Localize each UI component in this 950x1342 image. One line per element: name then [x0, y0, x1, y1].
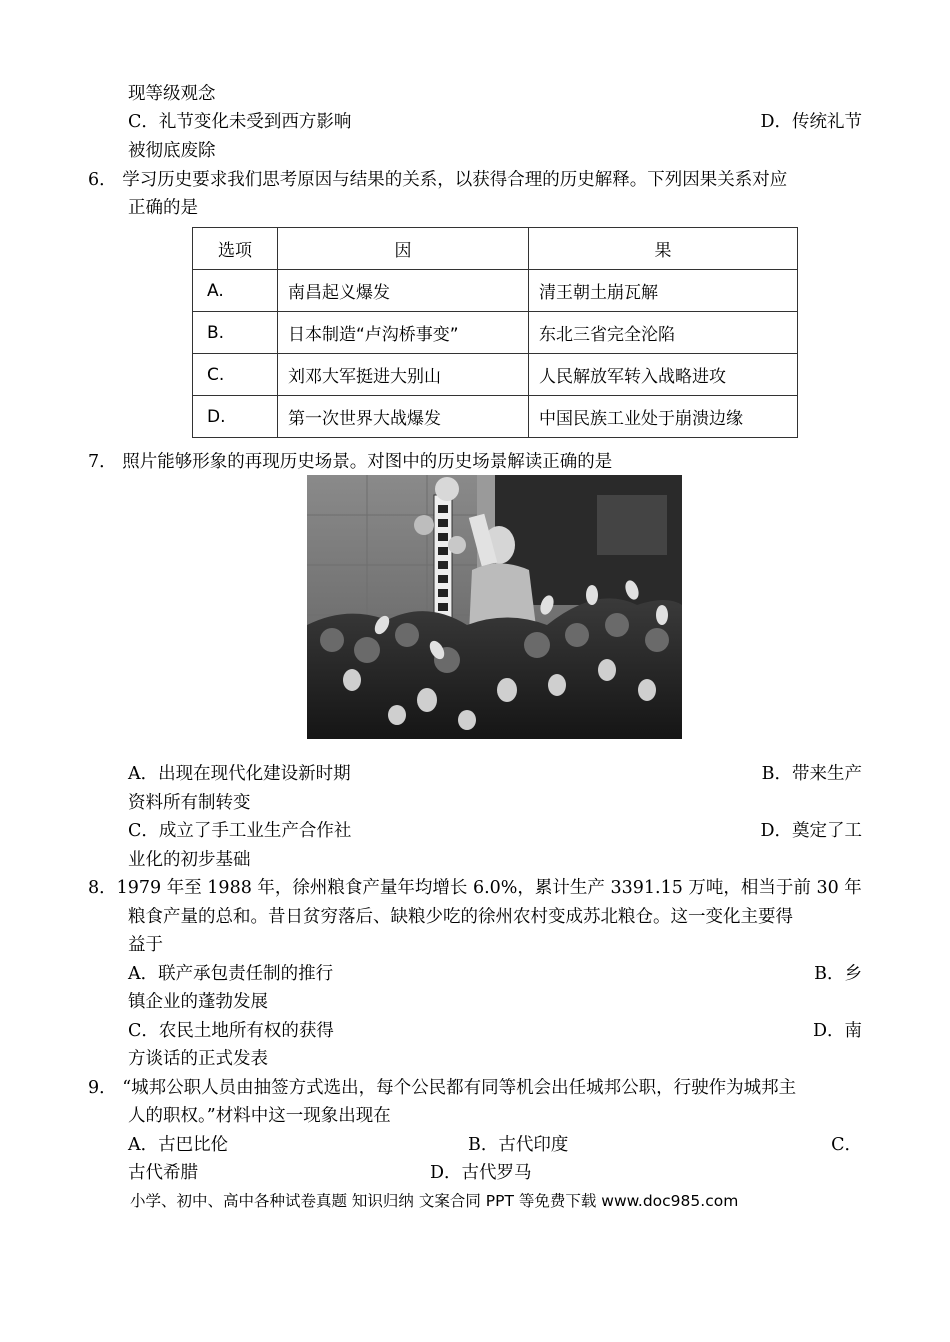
table-cell: 日本制造“卢沟桥事变” — [278, 312, 529, 354]
q8-option-b: B．乡 — [814, 964, 862, 984]
table-cell: A. — [193, 270, 278, 312]
q5-option-c: C．礼节变化未受到西方影响 — [128, 112, 352, 132]
q9-option-d: D．古代罗马 — [430, 1163, 532, 1183]
q5-line: 现等级观念 — [128, 84, 216, 104]
table-cell: 东北三省完全沦陷 — [529, 312, 798, 354]
table-cell: 人民解放军转入战略进攻 — [529, 354, 798, 396]
table-cell: D. — [193, 396, 278, 438]
table-header: 因 — [278, 228, 529, 270]
q6-stem-cont: 正确的是 — [128, 198, 198, 218]
q8-stem: 8．1979 年至 1988 年，徐州粮食产量年均增长 6.0%，累计生产 3391.15 万吨，相当于前 30 年 — [88, 878, 862, 898]
table-row — [193, 354, 798, 396]
q7-option-a: A．出现在现代化建设新时期 — [128, 764, 351, 784]
table-row — [193, 270, 798, 312]
q7-option-d-cont: 业化的初步基础 — [128, 850, 251, 870]
q9-stem: 9． “城邦公职人员由抽签方式选出，每个公民都有同等机会出任城邦公职，行驶作为城邦主 — [88, 1078, 797, 1098]
table-row — [193, 396, 798, 438]
table-header: 果 — [529, 228, 798, 270]
historical-photo — [307, 475, 682, 739]
table-cell: 第一次世界大战爆发 — [278, 396, 529, 438]
q9-option-b: B．古代印度 — [468, 1135, 569, 1155]
table-header-row — [193, 228, 798, 270]
q8-option-c: C．农民土地所有权的获得 — [128, 1021, 334, 1041]
table-header: 选项 — [193, 228, 278, 270]
q7-option-b-cont: 资料所有制转变 — [128, 793, 251, 813]
q8-option-b-cont: 镇企业的蓬勃发展 — [128, 992, 268, 1012]
table-cell: 清王朝土崩瓦解 — [529, 270, 798, 312]
table-cell: B. — [193, 312, 278, 354]
q9-option-a: A．古巴比伦 — [128, 1135, 229, 1155]
q8-option-d-cont: 方谈话的正式发表 — [128, 1049, 268, 1069]
footer-watermark: 小学、初中、高中各种试卷真题 知识归纳 文案合同 PPT 等免费下载 www.doc985.com — [130, 1192, 739, 1210]
q7-stem: 7． 照片能够形象的再现历史场景。对图中的历史场景解读正确的是 — [88, 452, 613, 472]
table-cell: 南昌起义爆发 — [278, 270, 529, 312]
q8-stem-cont: 粮食产量的总和。昔日贫穷落后、缺粮少吃的徐州农村变成苏北粮仓。这一变化主要得 — [128, 907, 793, 927]
table-row — [193, 312, 798, 354]
q7-option-d: D．奠定了工 — [760, 821, 862, 841]
table-cell: 中国民族工业处于崩溃边缘 — [529, 396, 798, 438]
q6-table — [192, 227, 798, 438]
q8-stem-cont: 益于 — [128, 935, 163, 955]
flower-icon — [435, 477, 459, 501]
q6-stem: 6． 学习历史要求我们思考原因与结果的关系，以获得合理的历史解释。下列因果关系对应 — [88, 170, 788, 190]
q9-stem-cont: 人的职权。”材料中这一现象出现在 — [128, 1106, 391, 1126]
q8-option-a: A．联产承包责任制的推行 — [128, 964, 334, 984]
q7-option-b: B．带来生产 — [761, 764, 862, 784]
q5-option-d-cont: 被彻底废除 — [128, 141, 216, 161]
q8-option-d: D．南 — [812, 1021, 862, 1041]
table-cell: 刘邓大军挺进大别山 — [278, 354, 529, 396]
q7-option-c: C．成立了手工业生产合作社 — [128, 821, 352, 841]
q9-option-c: C． — [831, 1135, 862, 1155]
q5-option-d: D．传统礼节 — [760, 112, 862, 132]
q9-option-c-cont: 古代希腊 — [128, 1163, 198, 1183]
table-cell: C. — [193, 354, 278, 396]
